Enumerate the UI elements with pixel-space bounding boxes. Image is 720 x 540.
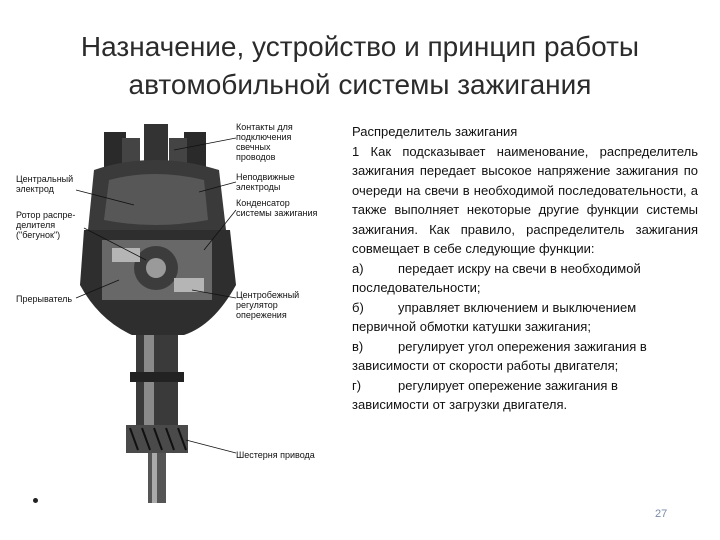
section-heading: Распределитель зажигания (352, 124, 518, 139)
list-item (352, 337, 698, 376)
page-number: 27 (655, 508, 668, 520)
callout-fixed-electrodes: Неподвижные электроды (236, 172, 295, 192)
callout-gear: Шестерня привода (236, 450, 315, 460)
intro-paragraph: 1 Как подсказывает наименование, распределитель зажигания передает высокое напряжение зажигания по очереди на свечи в необходимой последовательности, а также выполняет некоторые другие функции системы зажигания. Как правило, распределитель зажигания совмещает в себе следующие функции: (352, 143, 698, 256)
callout-rotor: Ротор распре- делителя ("бегунок") (16, 210, 76, 240)
distributor-figure (14, 110, 344, 515)
list-item (352, 298, 698, 337)
list-item (352, 259, 698, 298)
list-item-label: б) (352, 299, 364, 315)
callout-capacitor: Конденсатор системы зажигания (236, 198, 318, 218)
text-column (352, 122, 698, 415)
list-item-text: управляет включением и выключением первичной обмотки катушки зажигания; (352, 299, 637, 334)
list-item-text: регулирует угол опережения зажигания в зависимости от скорости работы двигателя; (352, 338, 647, 373)
list-item-label: а) (352, 260, 364, 276)
slide-title (30, 28, 690, 104)
slide-title-line-1: Назначение, устройство и принцип работы (80, 31, 640, 62)
list-item-label: в) (352, 338, 364, 354)
list-item-text: регулирует опережение зажигания в зависимости от загрузки двигателя. (352, 377, 618, 412)
list-item (352, 376, 698, 415)
list-item-label: г) (352, 377, 362, 393)
callout-central-electrode: Центральный электрод (16, 174, 74, 194)
list-item-text: передает искру на свечи в необходимой последовательности; (352, 260, 641, 295)
callout-centrifugal: Центробежный регулятор опережения (236, 290, 300, 320)
slide-title-line-2: автомобильной системы зажигания (128, 69, 592, 100)
callout-breaker: Прерыватель (16, 294, 73, 304)
callout-contacts: Контакты для подключения свечных проводов (236, 122, 293, 162)
bullet-dot (33, 498, 38, 503)
